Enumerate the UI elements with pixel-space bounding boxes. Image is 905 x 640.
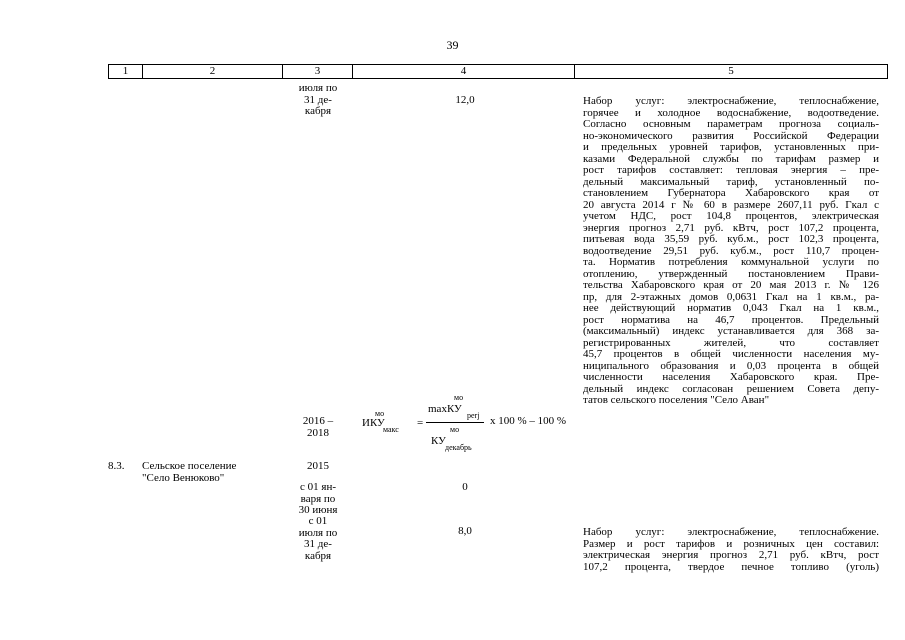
index-value: 0 — [462, 481, 468, 493]
description-line: 45,7 процентов в общей численности населения му- — [583, 348, 879, 360]
formula-denominator-sup: мо — [450, 425, 460, 434]
formula-equals: = — [417, 417, 424, 429]
formula-lhs-sub: макс — [383, 425, 399, 434]
period-line: 2016 – — [302, 415, 334, 427]
description-line: питьевая вода 35,59 руб. куб.м., рост 102,3 процента, — [583, 233, 879, 245]
period-line: кабря — [304, 105, 332, 117]
description-line: учетом НДС, рост 104,8 процентов, электрическая — [583, 210, 879, 222]
description-line: 107,2 процента, твердое печное топливо (уголь) — [583, 560, 879, 573]
description-line: казами Федеральной службы по тарифам размер и — [583, 152, 879, 165]
index-formula — [360, 390, 590, 452]
description-line: рост тарифов составляет: тепловая энергия – пре- — [583, 164, 879, 176]
description-line: нее действующий норматив 0,043 Гкал на 1 кв.м., — [583, 302, 879, 314]
settlement-name-line: "Село Венюково" — [142, 471, 225, 484]
period-line: 2018 — [307, 426, 329, 439]
period-line: 30 июня — [298, 504, 338, 516]
description-line: отоплению, утвержденный постановлением Прави- — [583, 267, 879, 280]
description-line: 20 августа 2014 г № 60 в размере 2607,11 руб. Гкал с — [583, 198, 879, 211]
column-header-5: 5 — [575, 65, 888, 79]
description-line: но-экономического развития Российской Федерации — [583, 129, 879, 142]
formula-denominator-sub: декабрь — [445, 443, 472, 452]
column-header-3: 3 — [283, 65, 353, 79]
formula-lhs: ИКУ — [362, 417, 385, 429]
settlement-name-line: Сельское поселение — [142, 460, 237, 472]
description-line: (максимальный) индекс устанавливается для 368 за- — [583, 325, 879, 337]
description-line: Согласно основным параметрам прогноза социаль- — [583, 118, 879, 130]
description-line: пр, для 2-этажных домов 0,0631 Гкал на 1 кв.м., ра- — [583, 290, 879, 303]
row-number: 8.3. — [108, 460, 125, 472]
formula-lhs-sup: мо — [375, 409, 385, 418]
description-line: горячее и холодное водоснабжение, водоотведение. — [583, 106, 879, 119]
description-line: электрическая энергия прогноз 2,71 руб. кВтч, рост — [583, 549, 879, 561]
description-line: ниципального образования и 0,03 процента в общей — [583, 359, 879, 372]
description-cell — [583, 527, 879, 573]
period-line: с 01 ян- — [300, 481, 336, 493]
settlement-name — [142, 461, 282, 484]
description-line: та. Норматив потребления коммунальной услуги по — [583, 256, 879, 268]
period-line: 31 де- — [304, 538, 332, 550]
formula-numerator-sup: мо — [454, 393, 464, 402]
description-line: татов сельского поселения "Село Аван" — [583, 394, 770, 406]
period-line: июля по — [298, 526, 338, 539]
period-cell — [286, 516, 350, 562]
fraction-bar — [426, 422, 484, 423]
description-line: Размер и рост тарифов и розничных цен составил: — [583, 537, 879, 550]
formula-numerator-sub: perj — [467, 411, 480, 420]
period-line: кабря — [304, 549, 332, 562]
column-header-4: 4 — [353, 65, 575, 79]
period-cell — [286, 83, 350, 118]
index-value: 8,0 — [458, 525, 472, 537]
description-line: Набор услуг: электроснабжение, теплоснабжение. — [583, 526, 879, 538]
period-cell — [286, 482, 350, 517]
description-line: водоотведение 29,51 руб. куб.м., рост 110,7 процен- — [583, 244, 879, 257]
column-header-row — [108, 64, 888, 79]
period-year: 2015 — [307, 460, 329, 472]
description-line: дельный максимальный тариф, установленный по- — [583, 175, 879, 188]
index-value: 12,0 — [455, 94, 475, 106]
description-line: численности населения Хабаровского края. Пре- — [583, 371, 879, 383]
description-line: рост норматива на 46,7 процентов. Предельный — [583, 313, 879, 326]
formula-numerator: maxКУ — [428, 403, 462, 415]
period-cell — [286, 416, 350, 439]
description-line: и предельных уровней тарифов, установленных при- — [583, 141, 879, 153]
description-line: регистрированных жителей, что составляет — [583, 336, 879, 349]
period-line: варя по — [300, 492, 336, 505]
description-cell — [583, 96, 879, 407]
description-line: энергия прогноз 2,71 руб. кВтч, рост 107,2 процента, — [583, 221, 879, 234]
description-line: становлением Губернатора Хабаровского края от — [583, 187, 879, 199]
description-line: Набор услуг: электроснабжение, теплоснабжение, — [583, 95, 879, 107]
formula-denominator: КУ — [431, 435, 446, 447]
description-line: тельства Хабаровского края от 20 мая 2013 г. № 126 — [583, 279, 879, 291]
page-number: 39 — [446, 38, 459, 52]
formula-tail: x 100 % – 100 % — [490, 415, 567, 427]
period-line: с 01 — [308, 515, 328, 527]
column-header-2: 2 — [143, 65, 283, 79]
period-line: июля по — [298, 82, 338, 94]
column-header-1: 1 — [109, 65, 143, 79]
description-line: дельный индекс согласован решением Совета депу- — [583, 382, 879, 395]
period-line: 31 де- — [304, 93, 332, 106]
